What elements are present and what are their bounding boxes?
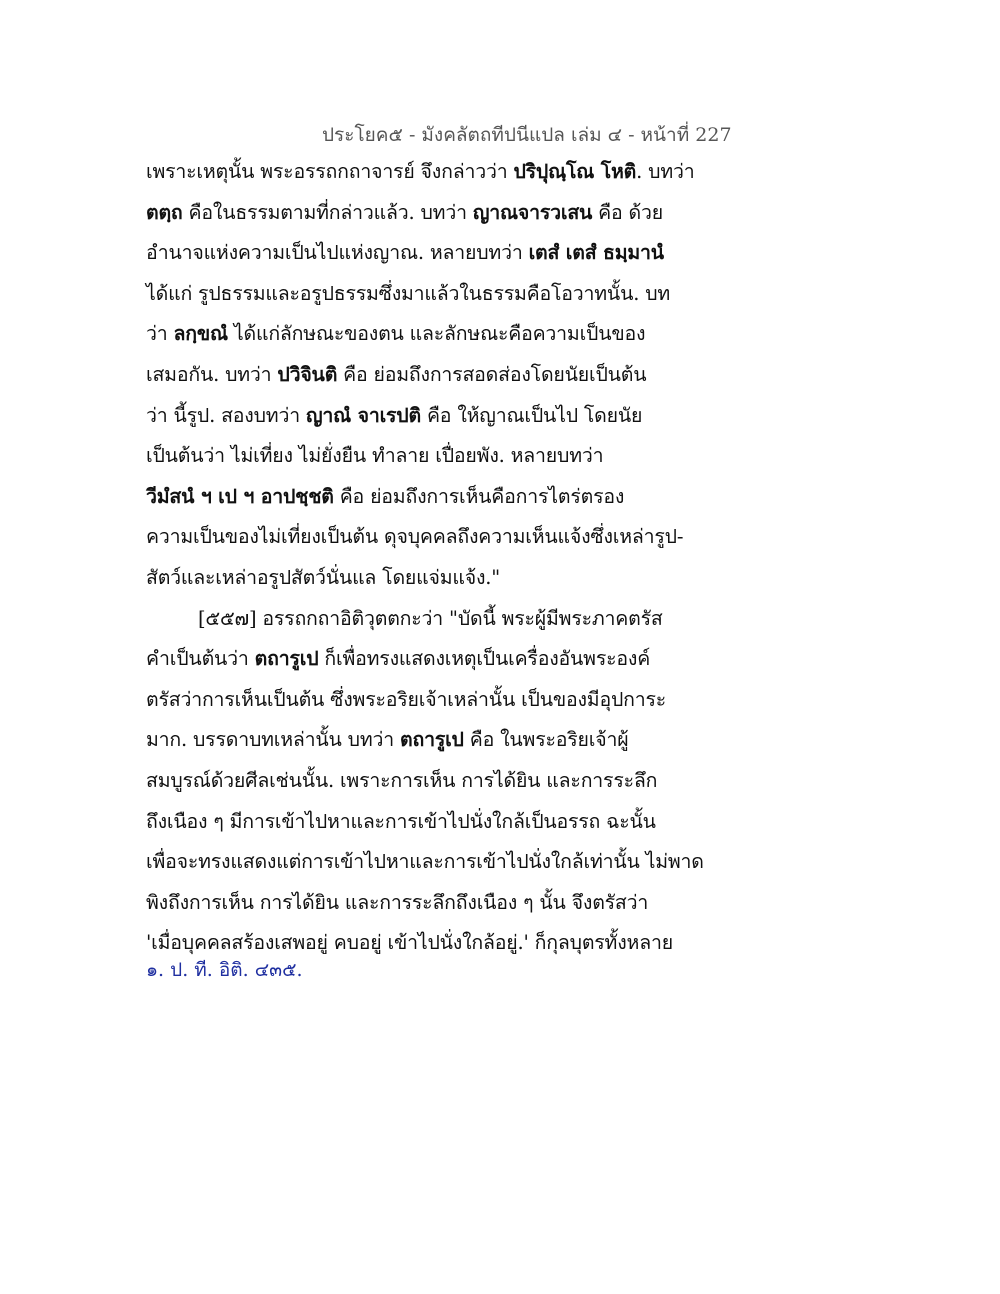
text-run: พิงถึงการเห็น การได้ยิน และการระลึกถึงเนือง ๆ นั้น จึงตรัสว่า — [146, 890, 649, 914]
text-run: ได้แก่ลักษณะของตน และลักษณะคือความเป็นของ — [227, 322, 646, 346]
text-run: ว่า นี้รูป. สองบทว่า — [146, 403, 306, 427]
text-line — [146, 883, 696, 924]
bold-term: วีมํสนํ ฯ เป ฯ อาปชฺชติ — [146, 484, 334, 508]
text-line — [146, 314, 696, 355]
text-line — [146, 477, 696, 518]
bold-term: ลกฺขณํ — [173, 322, 228, 346]
text-line — [146, 193, 696, 234]
text-run: สมบูรณ์ด้วยศีลเช่นนั้น. เพราะการเห็น การได้ยิน และการระลึก — [146, 768, 658, 792]
text-run: อำนาจแห่งความเป็นไปแห่งญาณ. หลายบทว่า — [146, 241, 529, 265]
text-run: คือในธรรมตามที่กล่าวแล้ว. บทว่า — [182, 200, 473, 224]
body-text — [146, 152, 704, 964]
text-run: ก็เพื่อทรงแสดงเหตุเป็นเครื่องอันพระองค์ — [318, 647, 651, 671]
text-line — [146, 639, 696, 680]
text-run: เพราะเหตุนั้น พระอรรถกถาจารย์ จึงกล่าวว่า — [146, 160, 514, 183]
text-line — [146, 761, 696, 802]
text-run: เป็นต้นว่า ไม่เที่ยง ไม่ยั่งยืน ทำลาย เปื่อยพัง. หลายบทว่า — [146, 444, 604, 468]
text-run: เสมอกัน. บทว่า — [146, 362, 278, 386]
text-line — [146, 517, 696, 558]
text-line — [146, 720, 696, 761]
text-line — [146, 436, 696, 477]
text-run: คือ ให้ญาณเป็นไป โดยนัย — [420, 403, 643, 427]
text-run: ได้แก่ รูปธรรมและอรูปธรรมซึ่งมาแล้วในธรรมคือโอวาทนั้น. บท — [146, 281, 671, 305]
bold-term: ญาณจารวเสน — [472, 200, 593, 224]
text-line — [146, 355, 696, 396]
page-header: ประโยค๕ - มังคลัตถทีปนีแปล เล่ม ๔ - หน้าที่ 227 — [322, 124, 732, 146]
bold-term: ตตฺถ — [146, 200, 183, 224]
text-run: เพื่อจะทรงแสดงแต่การเข้าไปหาและการเข้าไปนั่งใกล้เท่านั้น ไม่พาด — [146, 850, 704, 874]
text-run: มาก. บรรดาบทเหล่านั้น บทว่า — [146, 728, 400, 752]
text-run: 'เมื่อบุคคลสร้องเสพอยู่ คบอยู่ เข้าไปนั่งใกล้อยู่.' ก็กุลบุตรทั้งหลาย — [146, 931, 673, 955]
text-run: คือ ในพระอริยเจ้าผู้ — [463, 728, 629, 752]
bold-term: ปริปุณฺโณ โหติ — [513, 160, 637, 183]
text-line — [146, 599, 696, 640]
text-run: ตรัสว่าการเห็นเป็นต้น ซึ่งพระอริยเจ้าเหล่านั้น เป็นของมีอุปการะ — [146, 687, 667, 711]
text-line — [146, 233, 696, 274]
text-line — [146, 558, 696, 599]
text-run: . บทว่า — [636, 160, 695, 183]
text-run: [๕๕๗] อรรถกถาอิติวุตตกะว่า "บัดนี้ พระผู้มีพระภาคตรัส — [198, 606, 663, 630]
bold-term: ปวิจินติ — [277, 362, 338, 386]
text-line — [146, 396, 696, 437]
text-run: สัตว์และเหล่าอรูปสัตว์นั่นแล โดยแจ่มแจ้ง." — [146, 565, 501, 589]
text-line — [146, 274, 696, 315]
bold-term: ญาณํ จาเรปติ — [305, 403, 421, 427]
bold-term: ตถารูเป — [400, 728, 464, 752]
text-run: คือ ย่อมถึงการเห็นคือการไตร่ตรอง — [333, 484, 625, 508]
footnote: ๑. ป. ที. อิติ. ๔๓๕. — [146, 959, 303, 981]
text-line — [146, 680, 696, 721]
text-line — [146, 802, 696, 843]
text-run: คือ ย่อมถึงการสอดส่องโดยนัยเป็นต้น — [337, 362, 647, 386]
bold-term: ตถารูเป — [254, 647, 319, 671]
text-line — [146, 152, 696, 193]
text-run: ว่า — [146, 322, 174, 346]
text-run: คือ ด้วย — [592, 200, 663, 224]
text-line — [146, 842, 704, 883]
text-run: คำเป็นต้นว่า — [146, 647, 255, 671]
bold-term: เตสํ เตสํ ธมฺมานํ — [528, 241, 664, 265]
text-run: ความเป็นของไม่เที่ยงเป็นต้น ดุจบุคคลถึงความเห็นแจ้งซึ่งเหล่ารูป- — [146, 525, 684, 549]
text-run: ถึงเนือง ๆ มีการเข้าไปหาและการเข้าไปนั่งใกล้เป็นอรรถ ฉะนั้น — [146, 809, 656, 833]
